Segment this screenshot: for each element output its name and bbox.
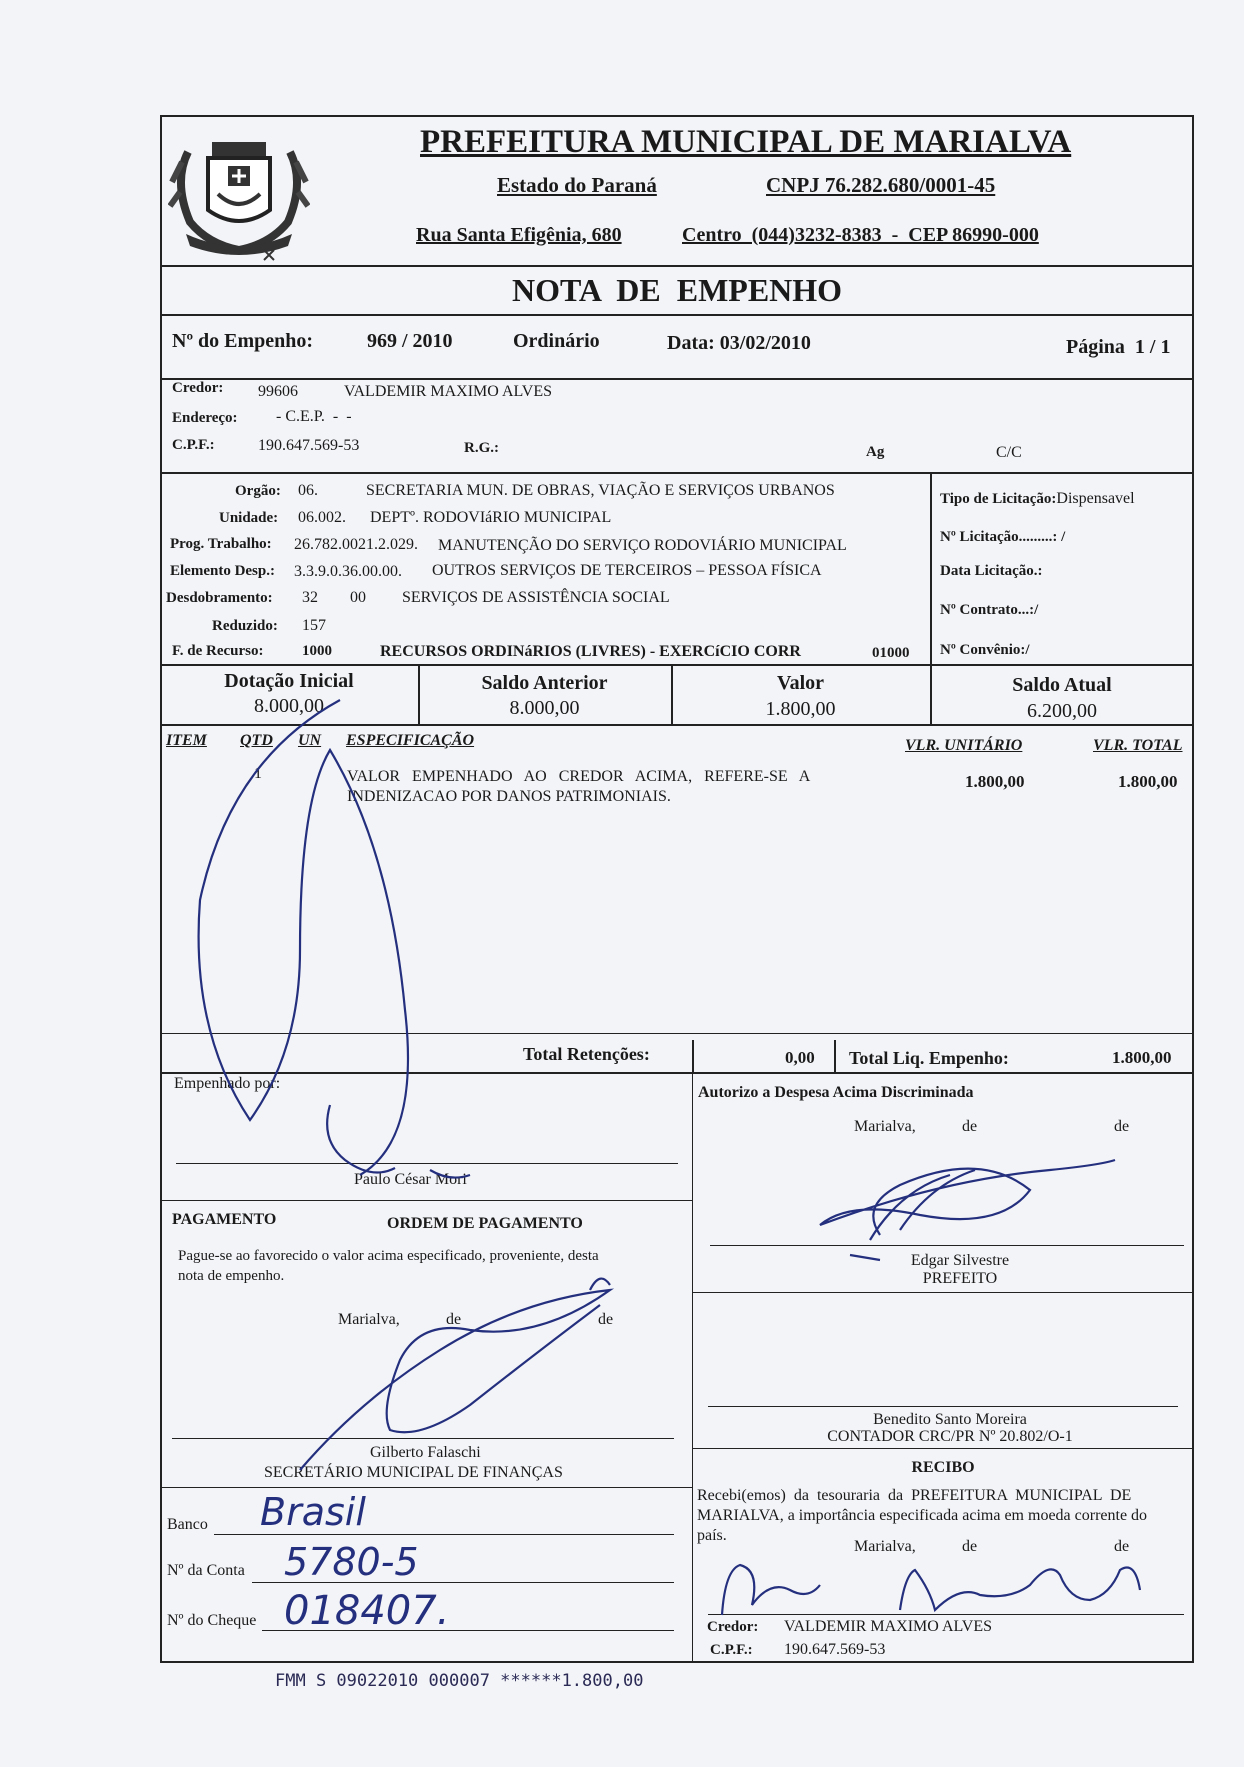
- empenhado-name: Paulo César Mori: [354, 1171, 467, 1188]
- recibo-signature-line: [708, 1614, 1184, 1615]
- recibo-credor-label: Credor:: [707, 1619, 759, 1635]
- prefeito-role: PREFEITO: [922, 1270, 998, 1287]
- orgao-desc: SECRETARIA MUN. DE OBRAS, VIAÇÃO E SERVIÇOS URBANOS: [366, 482, 835, 499]
- empenhado-por-label: Empenhado por:: [174, 1075, 281, 1092]
- print-stamp: FMM S 09022010 000007 ******1.800,00: [275, 1671, 644, 1691]
- valor-value: 1.800,00: [765, 698, 836, 720]
- saldo-atual-value: 6.200,00: [1027, 700, 1097, 722]
- pagamento-top-line: [160, 1200, 692, 1201]
- endereco-label: Endereço:: [172, 410, 238, 426]
- banco-top-line: [160, 1487, 692, 1488]
- licitacao-number: Nº Licitação.........: /: [940, 529, 1066, 545]
- col-vlr-total: VLR. TOTAL: [1093, 737, 1183, 754]
- convenio-number: Nº Convênio:/: [940, 642, 1030, 658]
- secretario-role: SECRETÁRIO MUNICIPAL DE FINANÇAS: [264, 1464, 563, 1481]
- autorizo-local: Marialva,: [854, 1118, 916, 1135]
- recibo-top-line: [692, 1448, 1194, 1449]
- saldo-anterior-label: Saldo Anterior: [481, 672, 608, 694]
- reduzido-code: 157: [302, 617, 326, 634]
- col-qtd: QTD: [240, 732, 273, 749]
- totals-divider-1: [692, 1040, 694, 1072]
- cheque-value: 018407.: [284, 1588, 450, 1634]
- liq-empenho-label: Total Liq. Empenho:: [849, 1048, 1009, 1068]
- endereco-value: - C.E.P. - -: [276, 408, 352, 425]
- recibo-text-1: Recebi(emos) da tesouraria da PREFEITURA MUNICIPAL DE: [697, 1487, 1132, 1504]
- recibo-text-3: país.: [697, 1527, 727, 1544]
- dotacao-value: 8.000,00: [254, 695, 324, 717]
- recibo-credor-value: VALDEMIR MAXIMO ALVES: [784, 1618, 993, 1635]
- pagamento-de-2: de: [598, 1311, 614, 1328]
- coat-of-arms-logo: [168, 122, 310, 262]
- reduzido-label: Reduzido:: [212, 618, 278, 634]
- conta-value: 5780-5: [284, 1540, 419, 1584]
- state-name: Estado do Paraná: [497, 173, 657, 197]
- pagamento-local: Marialva,: [338, 1311, 400, 1328]
- contrato-number: Nº Contrato...:/: [940, 602, 1039, 618]
- ag-label: Ag: [866, 444, 885, 460]
- valor-label: Valor: [776, 672, 825, 694]
- banco-line: [214, 1534, 674, 1535]
- elemento-code: 3.3.9.0.36.00.00.: [294, 563, 402, 580]
- recibo-de-1: de: [962, 1538, 978, 1555]
- secretario-signature-line: [172, 1438, 674, 1439]
- unidade-desc: DEPTº. RODOVIáRIO MUNICIPAL: [370, 509, 612, 526]
- recurso-label: F. de Recurso:: [172, 643, 264, 659]
- desdobramento-sub: 00: [350, 589, 366, 606]
- totals-top-line: [160, 1033, 1194, 1034]
- pagamento-text-1: Pague-se ao favorecido o valor acima especificado, proveniente, desta: [178, 1248, 599, 1264]
- recibo-title: RECIBO: [911, 1459, 975, 1476]
- col-item: ITEM: [166, 732, 207, 749]
- empenho-label: Nº do Empenho:: [172, 330, 314, 352]
- credor-label: Credor:: [172, 380, 224, 396]
- col-un: UN: [298, 732, 322, 749]
- desdobramento-desc: SERVIÇOS DE ASSISTÊNCIA SOCIAL: [402, 589, 670, 606]
- saldo-atual-label: Saldo Atual: [1012, 674, 1112, 696]
- licitacao-date: Data Licitação.:: [940, 563, 1043, 579]
- secretario-name: Gilberto Falaschi: [370, 1444, 481, 1461]
- licitacao-divider: [930, 472, 932, 664]
- prefeito-signature-line: [710, 1245, 1184, 1246]
- cpf-label: C.P.F.:: [172, 437, 215, 453]
- desdobramento-code: 32: [302, 589, 318, 606]
- credor-name: VALDEMIR MAXIMO ALVES: [344, 383, 553, 400]
- cc-label: C/C: [996, 444, 1022, 461]
- title-divider: [160, 314, 1194, 316]
- unidade-code: 06.002.: [298, 509, 346, 526]
- empenho-date: Data: 03/02/2010: [667, 332, 811, 354]
- page-number: Página 1 / 1: [1066, 336, 1171, 358]
- recibo-text-2: MARIALVA, a importância especificada acima em moeda corrente do: [697, 1507, 1148, 1524]
- recurso-num: 01000: [872, 645, 910, 661]
- credor-divider: [160, 472, 1194, 474]
- conta-label: Nº da Conta: [167, 1562, 245, 1579]
- saldos-divider: [160, 724, 1194, 726]
- autorizo-text: Autorizo a Despesa Acima Discriminada: [698, 1084, 974, 1101]
- pagamento-title: PAGAMENTO: [172, 1211, 277, 1228]
- table-row-qtd: 1: [254, 765, 262, 782]
- recurso-code: 1000: [302, 643, 332, 659]
- empenho-type: Ordinário: [513, 330, 600, 352]
- table-row-total: 1.800,00: [1118, 772, 1178, 791]
- contador-top-line: [692, 1292, 1194, 1293]
- banco-label: Banco: [167, 1516, 208, 1533]
- prog-code: 26.782.0021.2.029.: [294, 536, 418, 553]
- cheque-label: Nº do Cheque: [167, 1612, 257, 1629]
- table-row-unit: 1.800,00: [965, 772, 1025, 791]
- liq-empenho-value: 1.800,00: [1112, 1048, 1172, 1067]
- recibo-local: Marialva,: [854, 1538, 916, 1555]
- empenhado-signature-line: [176, 1163, 678, 1164]
- table-row-spec-2: INDENIZACAO POR DANOS PATRIMONIAIS.: [347, 788, 671, 805]
- prefeito-name: Edgar Silvestre: [910, 1252, 1010, 1269]
- contador-role: CONTADOR CRC/PR Nº 20.802/O-1: [827, 1428, 1073, 1445]
- autorizo-de-1: de: [962, 1118, 978, 1135]
- recurso-desc: RECURSOS ORDINáRIOS (LIVRES) - EXERCíCIO CORR: [380, 643, 801, 660]
- credor-code: 99606: [258, 383, 298, 400]
- unidade-label: Unidade:: [219, 510, 279, 526]
- autorizo-de-2: de: [1114, 1118, 1130, 1135]
- prog-label: Prog. Trabalho:: [170, 536, 272, 552]
- table-row-spec-1: VALOR EMPENHADO AO CREDOR ACIMA, REFERE-SE A: [347, 768, 811, 785]
- empenho-divider: [160, 378, 1194, 380]
- contador-name: Benedito Santo Moreira: [873, 1411, 1027, 1428]
- orgao-code: 06.: [298, 482, 318, 499]
- pagamento-de-1: de: [446, 1311, 462, 1328]
- empenho-number: 969 / 2010: [367, 330, 453, 352]
- prog-desc: MANUTENÇÃO DO SERVIÇO RODOVIÁRIO MUNICIPAL: [438, 537, 847, 554]
- lower-center-divider: [692, 1072, 693, 1663]
- totals-bottom-line: [160, 1072, 1194, 1074]
- address: Rua Santa Efigênia, 680: [416, 224, 622, 246]
- recibo-cpf-value: 190.647.569-53: [784, 1641, 886, 1658]
- contador-signature-line: [708, 1406, 1178, 1407]
- banco-value: Brasil: [260, 1490, 366, 1534]
- dotacao-label: Dotação Inicial: [224, 670, 354, 692]
- rg-label: R.G.:: [464, 440, 499, 456]
- desdobramento-label: Desdobramento:: [166, 590, 273, 606]
- municipality-title: PREFEITURA MUNICIPAL DE MARIALVA: [420, 124, 1072, 160]
- retencoes-label: Total Retenções:: [523, 1044, 650, 1064]
- tipo-licitacao-value: Dispensavel: [1056, 490, 1135, 507]
- pagamento-text-2: nota de empenho.: [178, 1268, 285, 1284]
- ordem-pagamento-title: ORDEM DE PAGAMENTO: [387, 1215, 583, 1232]
- contact: Centro (044)3232-8383 - CEP 86990-000: [682, 224, 1039, 246]
- col-especificacao: ESPECIFICAÇÃO: [346, 732, 475, 749]
- col-vlr-unitario: VLR. UNITÁRIO: [905, 737, 1023, 754]
- orcamento-divider: [160, 664, 1194, 666]
- header-divider: [160, 265, 1194, 267]
- orgao-label: Orgão:: [235, 483, 281, 499]
- cnpj: CNPJ 76.282.680/0001-45: [766, 173, 996, 197]
- elemento-desc: OUTROS SERVIÇOS DE TERCEIROS – PESSOA FÍSICA: [432, 562, 822, 579]
- tipo-licitacao-label: Tipo de Licitação:Dispensavel: [940, 490, 1135, 507]
- document-title: NOTA DE EMPENHO: [511, 272, 843, 308]
- cpf-value: 190.647.569-53: [258, 437, 360, 454]
- totals-divider-2: [834, 1040, 836, 1072]
- elemento-label: Elemento Desp.:: [170, 563, 275, 579]
- recibo-de-2: de: [1114, 1538, 1130, 1555]
- recibo-cpf-label: C.P.F.:: [710, 1642, 753, 1658]
- retencoes-value: 0,00: [785, 1048, 815, 1067]
- saldo-anterior-value: 8.000,00: [509, 697, 580, 719]
